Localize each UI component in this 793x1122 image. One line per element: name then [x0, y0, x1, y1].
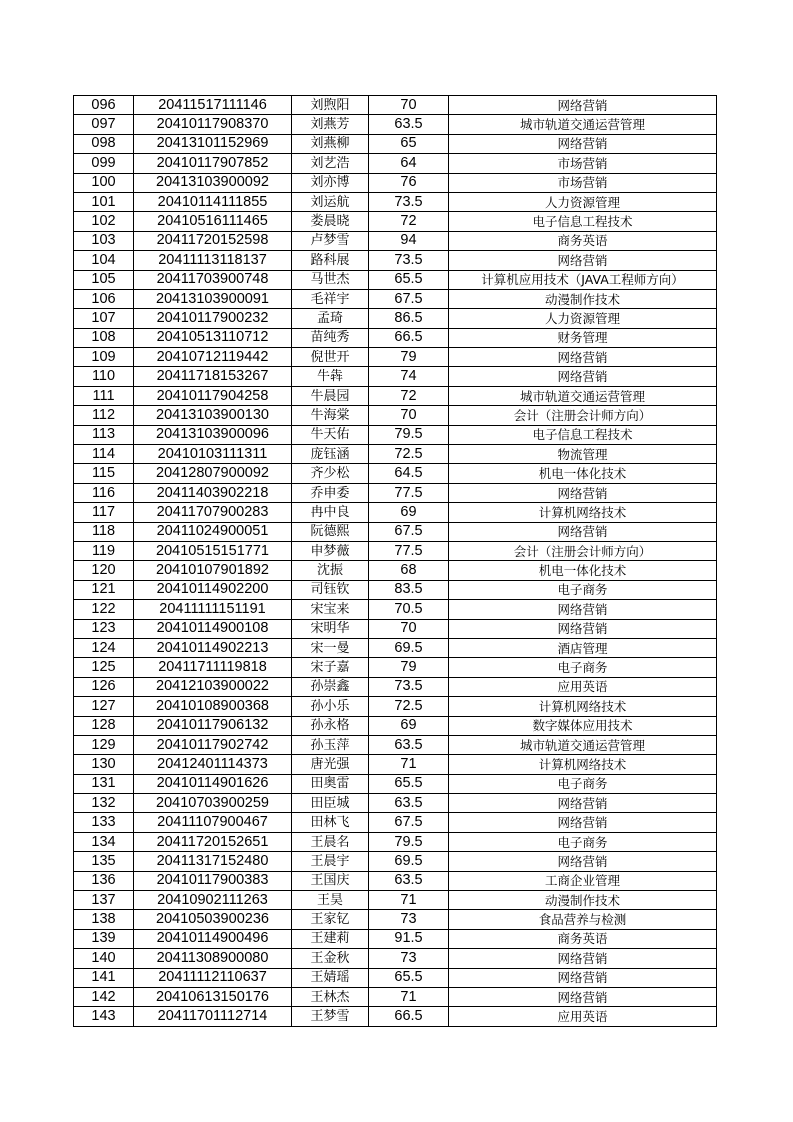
cell-score: 72: [369, 386, 449, 405]
table-row: [74, 716, 717, 735]
table-row: [74, 348, 717, 367]
cell-student-name: 王梦雪: [292, 1007, 369, 1026]
cell-student-name: 王金秋: [292, 949, 369, 968]
table-row: [74, 968, 717, 987]
cell-seq-no: 117: [74, 503, 134, 522]
cell-score: 77.5: [369, 541, 449, 560]
table-row: [74, 697, 717, 716]
cell-major: 市场营销: [449, 154, 717, 173]
cell-exam-id: 20411111151191: [134, 600, 292, 619]
cell-score: 73: [369, 949, 449, 968]
cell-seq-no: 132: [74, 794, 134, 813]
cell-major: 网络营销: [449, 522, 717, 541]
cell-exam-id: 20411317152480: [134, 852, 292, 871]
cell-major: 市场营销: [449, 173, 717, 192]
cell-seq-no: 124: [74, 638, 134, 657]
cell-major: 人力资源管理: [449, 192, 717, 211]
cell-major: 动漫制作技术: [449, 289, 717, 308]
cell-student-name: 毛祥宇: [292, 289, 369, 308]
cell-exam-id: 20410114900108: [134, 619, 292, 638]
cell-major: 网络营销: [449, 987, 717, 1006]
cell-score: 67.5: [369, 289, 449, 308]
cell-score: 66.5: [369, 328, 449, 347]
cell-score: 66.5: [369, 1007, 449, 1026]
cell-score: 63.5: [369, 794, 449, 813]
cell-seq-no: 106: [74, 289, 134, 308]
score-table-body: [74, 96, 717, 1027]
cell-major: 网络营销: [449, 852, 717, 871]
cell-major: 酒店管理: [449, 638, 717, 657]
cell-student-name: 孙玉萍: [292, 735, 369, 754]
cell-exam-id: 20412103900022: [134, 677, 292, 696]
table-row: [74, 231, 717, 250]
cell-seq-no: 110: [74, 367, 134, 386]
table-row: [74, 96, 717, 115]
cell-student-name: 刘燕柳: [292, 134, 369, 153]
cell-score: 79: [369, 658, 449, 677]
cell-major: 财务管理: [449, 328, 717, 347]
table-row: [74, 154, 717, 173]
cell-major: 网络营销: [449, 483, 717, 502]
cell-exam-id: 20410114902200: [134, 580, 292, 599]
cell-exam-id: 20411113118137: [134, 251, 292, 270]
cell-exam-id: 20410117900232: [134, 309, 292, 328]
cell-seq-no: 096: [74, 96, 134, 115]
cell-seq-no: 130: [74, 755, 134, 774]
cell-student-name: 牛天佑: [292, 425, 369, 444]
cell-exam-id: 20413101152969: [134, 134, 292, 153]
cell-score: 72.5: [369, 697, 449, 716]
cell-exam-id: 20410712119442: [134, 348, 292, 367]
cell-student-name: 司钰钦: [292, 580, 369, 599]
cell-seq-no: 097: [74, 115, 134, 134]
cell-score: 79.5: [369, 425, 449, 444]
cell-major: 电子商务: [449, 580, 717, 599]
table-row: [74, 910, 717, 929]
cell-major: 电子商务: [449, 774, 717, 793]
cell-score: 64: [369, 154, 449, 173]
table-row: [74, 1007, 717, 1026]
cell-major: 网络营销: [449, 251, 717, 270]
cell-exam-id: 20410107901892: [134, 561, 292, 580]
cell-seq-no: 139: [74, 929, 134, 948]
cell-student-name: 卢梦雪: [292, 231, 369, 250]
cell-score: 64.5: [369, 464, 449, 483]
cell-exam-id: 20411711119818: [134, 658, 292, 677]
cell-score: 73.5: [369, 677, 449, 696]
cell-major: 应用英语: [449, 677, 717, 696]
cell-seq-no: 098: [74, 134, 134, 153]
cell-seq-no: 138: [74, 910, 134, 929]
table-row: [74, 406, 717, 425]
cell-exam-id: 20411718153267: [134, 367, 292, 386]
cell-exam-id: 20410117900383: [134, 871, 292, 890]
cell-major: 计算机应用技术（JAVA工程师方向）: [449, 270, 717, 289]
cell-exam-id: 20411720152651: [134, 832, 292, 851]
cell-score: 70.5: [369, 600, 449, 619]
cell-student-name: 孟琦: [292, 309, 369, 328]
table-row: [74, 638, 717, 657]
cell-exam-id: 20410103111311: [134, 445, 292, 464]
table-row: [74, 367, 717, 386]
cell-student-name: 牛犇: [292, 367, 369, 386]
table-row: [74, 852, 717, 871]
cell-exam-id: 20411701112714: [134, 1007, 292, 1026]
cell-major: 网络营销: [449, 96, 717, 115]
cell-seq-no: 122: [74, 600, 134, 619]
cell-student-name: 申梦薇: [292, 541, 369, 560]
cell-score: 69.5: [369, 638, 449, 657]
table-row: [74, 134, 717, 153]
cell-exam-id: 20411403902218: [134, 483, 292, 502]
cell-score: 70: [369, 406, 449, 425]
cell-score: 79: [369, 348, 449, 367]
cell-major: 电子商务: [449, 832, 717, 851]
cell-student-name: 宋一曼: [292, 638, 369, 657]
table-row: [74, 289, 717, 308]
cell-seq-no: 109: [74, 348, 134, 367]
cell-student-name: 刘亦博: [292, 173, 369, 192]
cell-student-name: 孙永格: [292, 716, 369, 735]
cell-seq-no: 134: [74, 832, 134, 851]
cell-seq-no: 123: [74, 619, 134, 638]
cell-score: 71: [369, 891, 449, 910]
cell-seq-no: 128: [74, 716, 134, 735]
cell-seq-no: 143: [74, 1007, 134, 1026]
cell-major: 城市轨道交通运营管理: [449, 386, 717, 405]
cell-student-name: 孙小乐: [292, 697, 369, 716]
cell-major: 人力资源管理: [449, 309, 717, 328]
cell-major: 应用英语: [449, 1007, 717, 1026]
cell-score: 67.5: [369, 522, 449, 541]
cell-score: 69.5: [369, 852, 449, 871]
cell-seq-no: 111: [74, 386, 134, 405]
table-row: [74, 541, 717, 560]
cell-student-name: 田奥雷: [292, 774, 369, 793]
cell-seq-no: 137: [74, 891, 134, 910]
cell-student-name: 马世杰: [292, 270, 369, 289]
cell-major: 食品营养与检测: [449, 910, 717, 929]
table-row: [74, 813, 717, 832]
cell-major: 网络营销: [449, 813, 717, 832]
cell-major: 计算机网络技术: [449, 755, 717, 774]
table-row: [74, 309, 717, 328]
cell-score: 65.5: [369, 968, 449, 987]
cell-score: 70: [369, 619, 449, 638]
table-row: [74, 949, 717, 968]
cell-exam-id: 20410515151771: [134, 541, 292, 560]
table-row: [74, 503, 717, 522]
cell-student-name: 路科展: [292, 251, 369, 270]
cell-student-name: 田林飞: [292, 813, 369, 832]
table-row: [74, 774, 717, 793]
cell-score: 76: [369, 173, 449, 192]
cell-score: 68: [369, 561, 449, 580]
cell-student-name: 刘艺浩: [292, 154, 369, 173]
table-row: [74, 891, 717, 910]
table-row: [74, 677, 717, 696]
table-row: [74, 755, 717, 774]
cell-exam-id: 20412401114373: [134, 755, 292, 774]
table-row: [74, 929, 717, 948]
cell-exam-id: 20411720152598: [134, 231, 292, 250]
table-row: [74, 212, 717, 231]
cell-seq-no: 142: [74, 987, 134, 1006]
cell-student-name: 沈振: [292, 561, 369, 580]
cell-student-name: 庞钰涵: [292, 445, 369, 464]
cell-score: 71: [369, 987, 449, 1006]
cell-exam-id: 20410516111465: [134, 212, 292, 231]
cell-major: 工商企业管理: [449, 871, 717, 890]
cell-score: 74: [369, 367, 449, 386]
cell-exam-id: 20410114902213: [134, 638, 292, 657]
cell-exam-id: 20411703900748: [134, 270, 292, 289]
cell-exam-id: 20413103900096: [134, 425, 292, 444]
cell-exam-id: 20410613150176: [134, 987, 292, 1006]
cell-seq-no: 114: [74, 445, 134, 464]
score-table: [73, 95, 717, 1027]
cell-major: 电子信息工程技术: [449, 212, 717, 231]
cell-score: 69: [369, 716, 449, 735]
cell-student-name: 刘燕芳: [292, 115, 369, 134]
cell-seq-no: 125: [74, 658, 134, 677]
cell-seq-no: 105: [74, 270, 134, 289]
cell-student-name: 齐少松: [292, 464, 369, 483]
cell-student-name: 苗纯秀: [292, 328, 369, 347]
table-row: [74, 328, 717, 347]
cell-score: 79.5: [369, 832, 449, 851]
cell-exam-id: 20410117906132: [134, 716, 292, 735]
cell-student-name: 牛晨园: [292, 386, 369, 405]
cell-score: 65.5: [369, 774, 449, 793]
cell-exam-id: 20410503900236: [134, 910, 292, 929]
cell-major: 动漫制作技术: [449, 891, 717, 910]
cell-score: 70: [369, 96, 449, 115]
cell-major: 网络营销: [449, 348, 717, 367]
cell-exam-id: 20413103900130: [134, 406, 292, 425]
cell-student-name: 刘运航: [292, 192, 369, 211]
cell-seq-no: 112: [74, 406, 134, 425]
cell-seq-no: 136: [74, 871, 134, 890]
cell-exam-id: 20410703900259: [134, 794, 292, 813]
cell-seq-no: 126: [74, 677, 134, 696]
cell-score: 72: [369, 212, 449, 231]
table-row: [74, 115, 717, 134]
cell-student-name: 阮德熙: [292, 522, 369, 541]
cell-exam-id: 20410117902742: [134, 735, 292, 754]
cell-major: 计算机网络技术: [449, 503, 717, 522]
cell-score: 63.5: [369, 871, 449, 890]
cell-exam-id: 20411107900467: [134, 813, 292, 832]
cell-exam-id: 20410513110712: [134, 328, 292, 347]
table-row: [74, 425, 717, 444]
cell-seq-no: 102: [74, 212, 134, 231]
table-row: [74, 832, 717, 851]
table-row: [74, 522, 717, 541]
cell-student-name: 王晨名: [292, 832, 369, 851]
table-row: [74, 658, 717, 677]
cell-student-name: 宋宝来: [292, 600, 369, 619]
cell-exam-id: 20410114111855: [134, 192, 292, 211]
cell-student-name: 王建莉: [292, 929, 369, 948]
cell-score: 77.5: [369, 483, 449, 502]
cell-score: 67.5: [369, 813, 449, 832]
cell-seq-no: 115: [74, 464, 134, 483]
cell-seq-no: 099: [74, 154, 134, 173]
cell-seq-no: 141: [74, 968, 134, 987]
table-row: [74, 871, 717, 890]
cell-major: 物流管理: [449, 445, 717, 464]
cell-student-name: 冉中良: [292, 503, 369, 522]
cell-exam-id: 20410117908370: [134, 115, 292, 134]
cell-student-name: 田臣城: [292, 794, 369, 813]
cell-student-name: 唐光强: [292, 755, 369, 774]
cell-exam-id: 20411308900080: [134, 949, 292, 968]
cell-exam-id: 20411112110637: [134, 968, 292, 987]
cell-seq-no: 104: [74, 251, 134, 270]
table-row: [74, 386, 717, 405]
cell-exam-id: 20410117904258: [134, 386, 292, 405]
cell-score: 65: [369, 134, 449, 153]
cell-student-name: 孙崇鑫: [292, 677, 369, 696]
cell-student-name: 王国庆: [292, 871, 369, 890]
cell-exam-id: 20413103900091: [134, 289, 292, 308]
cell-student-name: 王昊: [292, 891, 369, 910]
cell-exam-id: 20410902111263: [134, 891, 292, 910]
cell-seq-no: 135: [74, 852, 134, 871]
table-row: [74, 251, 717, 270]
cell-exam-id: 20411707900283: [134, 503, 292, 522]
cell-seq-no: 127: [74, 697, 134, 716]
cell-exam-id: 20410117907852: [134, 154, 292, 173]
cell-student-name: 乔申委: [292, 483, 369, 502]
cell-seq-no: 131: [74, 774, 134, 793]
cell-seq-no: 103: [74, 231, 134, 250]
table-row: [74, 561, 717, 580]
cell-exam-id: 20410114900496: [134, 929, 292, 948]
cell-student-name: 宋明华: [292, 619, 369, 638]
cell-seq-no: 116: [74, 483, 134, 502]
cell-exam-id: 20412807900092: [134, 464, 292, 483]
cell-student-name: 宋子嘉: [292, 658, 369, 677]
table-row: [74, 987, 717, 1006]
cell-student-name: 王晨宇: [292, 852, 369, 871]
cell-score: 69: [369, 503, 449, 522]
cell-student-name: 牛海棠: [292, 406, 369, 425]
cell-score: 83.5: [369, 580, 449, 599]
cell-seq-no: 107: [74, 309, 134, 328]
cell-seq-no: 113: [74, 425, 134, 444]
table-row: [74, 270, 717, 289]
cell-score: 63.5: [369, 115, 449, 134]
cell-exam-id: 20410108900368: [134, 697, 292, 716]
cell-score: 94: [369, 231, 449, 250]
cell-score: 73.5: [369, 251, 449, 270]
cell-student-name: 刘煦阳: [292, 96, 369, 115]
cell-student-name: 王婧瑶: [292, 968, 369, 987]
cell-major: 商务英语: [449, 231, 717, 250]
cell-score: 71: [369, 755, 449, 774]
table-row: [74, 600, 717, 619]
cell-student-name: 王家钇: [292, 910, 369, 929]
cell-major: 机电一体化技术: [449, 561, 717, 580]
cell-student-name: 倪世开: [292, 348, 369, 367]
cell-seq-no: 118: [74, 522, 134, 541]
table-row: [74, 445, 717, 464]
cell-seq-no: 101: [74, 192, 134, 211]
cell-major: 会计（注册会计师方向）: [449, 406, 717, 425]
cell-score: 73: [369, 910, 449, 929]
cell-major: 电子信息工程技术: [449, 425, 717, 444]
table-row: [74, 794, 717, 813]
cell-score: 91.5: [369, 929, 449, 948]
cell-seq-no: 140: [74, 949, 134, 968]
cell-seq-no: 133: [74, 813, 134, 832]
table-row: [74, 619, 717, 638]
cell-major: 网络营销: [449, 794, 717, 813]
cell-exam-id: 20413103900092: [134, 173, 292, 192]
cell-exam-id: 20410114901626: [134, 774, 292, 793]
cell-student-name: 娄晨晓: [292, 212, 369, 231]
table-row: [74, 735, 717, 754]
cell-score: 73.5: [369, 192, 449, 211]
table-row: [74, 580, 717, 599]
cell-score: 65.5: [369, 270, 449, 289]
cell-major: 城市轨道交通运营管理: [449, 735, 717, 754]
cell-major: 网络营销: [449, 949, 717, 968]
cell-major: 网络营销: [449, 367, 717, 386]
cell-exam-id: 20411517111146: [134, 96, 292, 115]
cell-score: 63.5: [369, 735, 449, 754]
cell-exam-id: 20411024900051: [134, 522, 292, 541]
cell-major: 商务英语: [449, 929, 717, 948]
cell-major: 电子商务: [449, 658, 717, 677]
cell-major: 会计（注册会计师方向）: [449, 541, 717, 560]
cell-major: 机电一体化技术: [449, 464, 717, 483]
cell-major: 计算机网络技术: [449, 697, 717, 716]
table-row: [74, 464, 717, 483]
cell-score: 86.5: [369, 309, 449, 328]
cell-seq-no: 121: [74, 580, 134, 599]
cell-major: 城市轨道交通运营管理: [449, 115, 717, 134]
table-row: [74, 192, 717, 211]
cell-major: 数字媒体应用技术: [449, 716, 717, 735]
cell-major: 网络营销: [449, 968, 717, 987]
cell-seq-no: 108: [74, 328, 134, 347]
cell-seq-no: 120: [74, 561, 134, 580]
cell-seq-no: 100: [74, 173, 134, 192]
cell-major: 网络营销: [449, 134, 717, 153]
cell-major: 网络营销: [449, 619, 717, 638]
cell-student-name: 王林杰: [292, 987, 369, 1006]
cell-seq-no: 119: [74, 541, 134, 560]
table-row: [74, 173, 717, 192]
cell-score: 72.5: [369, 445, 449, 464]
cell-seq-no: 129: [74, 735, 134, 754]
cell-major: 网络营销: [449, 600, 717, 619]
table-row: [74, 483, 717, 502]
